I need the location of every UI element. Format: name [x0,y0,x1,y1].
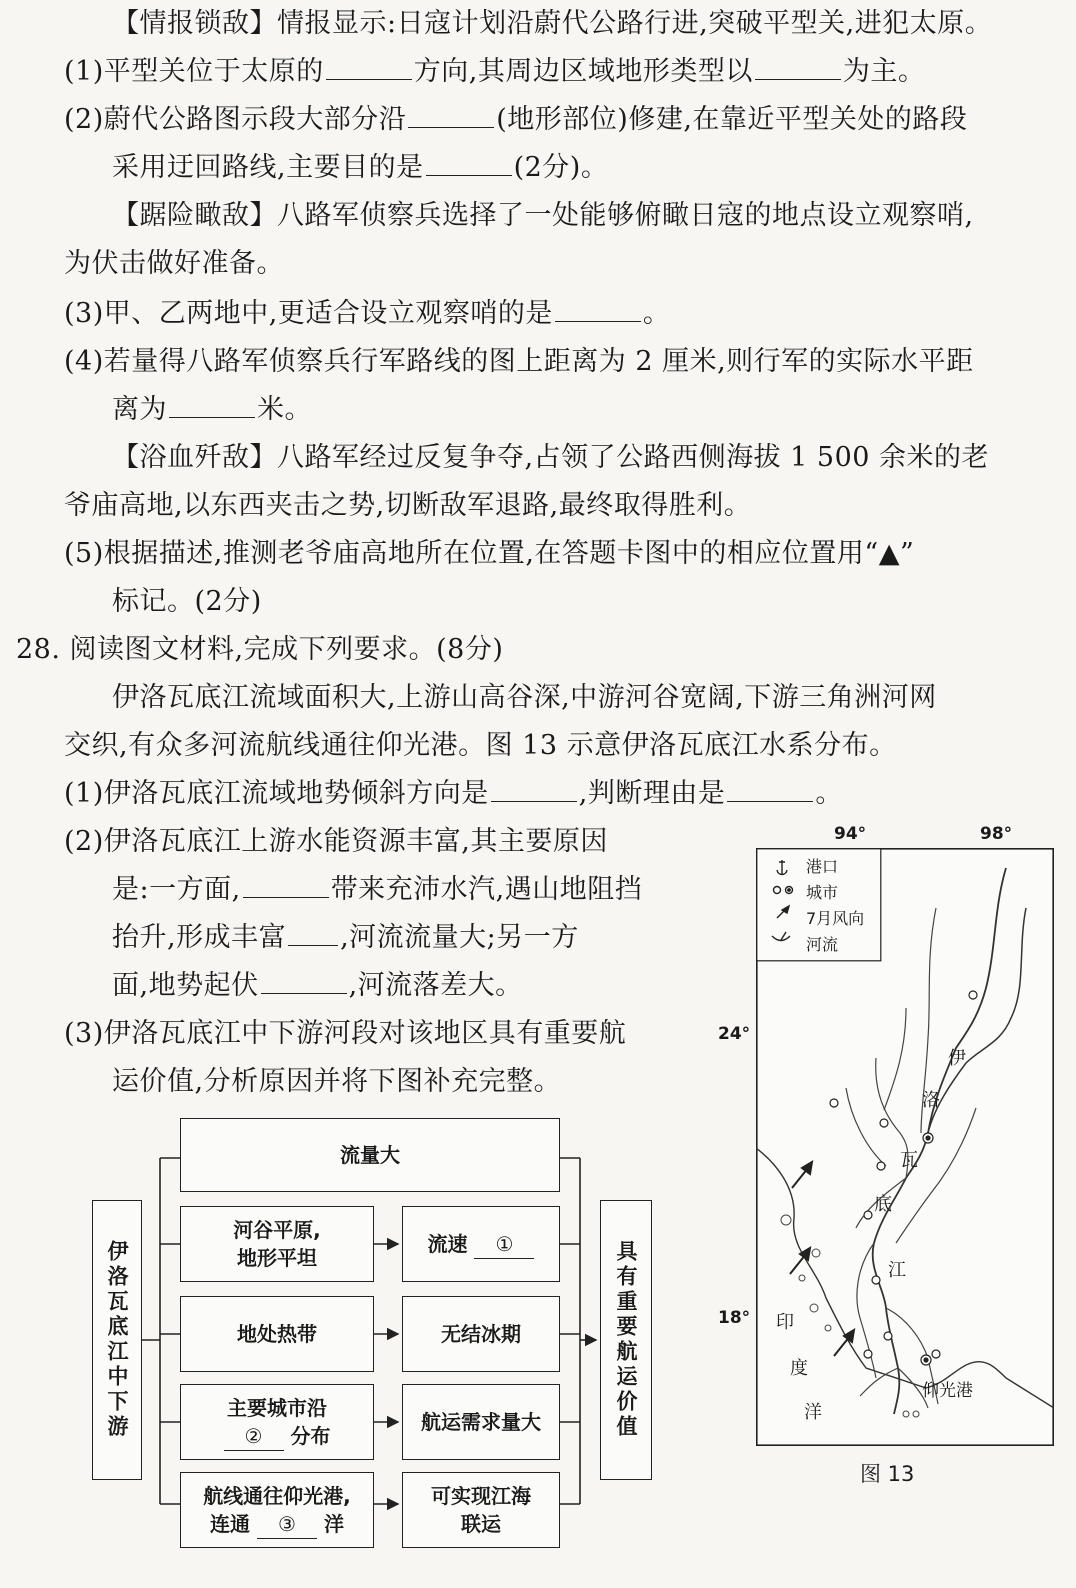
blank-3[interactable]: ③ [257,1510,317,1539]
river-char-4: 底 [874,1194,892,1215]
blank-2[interactable]: ② [224,1422,284,1451]
question-5-line2: 标记。(2分) [112,586,262,617]
lon-label-94: 94° [834,824,867,844]
flow-cause-4: 航线通往仰光港, 连通 ③ 洋 [180,1472,374,1548]
q28-part-2: (2)伊洛瓦底江上游水能资源丰富,其主要原因 [64,826,608,857]
question-2-line2: 采用迂回路线,主要目的是 (2分)。 [112,148,608,188]
flow-cause-3: 主要城市沿 ② 分布 [180,1384,374,1460]
q28-part-2-line4: 面,地势起伏 ,河流落差大。 [112,966,523,1006]
q28-part-3: (3)伊洛瓦底江中下游河段对该地区具有重要航 [64,1018,627,1049]
question-4: (4)若量得八路军侦察兵行军路线的图上距离为 2 厘米,则行军的实际水平距 [64,346,974,377]
flow-left-box: 伊洛瓦底江中下游 [92,1200,142,1480]
ocean-char-1: 印 [776,1312,794,1333]
port-label-yangon: 仰光港 [922,1381,973,1401]
question-2: (2)蔚代公路图示段大部分沿 (地形部位)修建,在靠近平型关处的路段 [64,100,967,140]
lat-label-18: 18° [718,1308,751,1328]
lat-label-24: 24° [718,1024,751,1044]
q28-intro-line2: 交织,有众多河流航线通往仰光港。图 13 示意伊洛瓦底江水系分布。 [64,730,897,761]
battle-paragraph: 【浴血歼敌】八路军经过反复争夺,占领了公路西侧海拔 1 500 余米的老 [112,442,990,473]
flow-effect-1: 流速 ① [402,1206,560,1282]
flow-effect-3: 航运需求量大 [402,1384,560,1460]
legend-wind: 7月风向 [806,909,865,928]
question-3: (3)甲、乙两地中,更适合设立观察哨的是 。 [64,294,670,334]
question-28-title: 28. 阅读图文材料,完成下列要求。(8分) [16,634,504,665]
flow-cause-1: 河谷平原, 地形平坦 [180,1206,374,1282]
river-char-5: 江 [888,1260,906,1281]
lon-label-98: 98° [980,824,1013,844]
intel-paragraph: 【情报锁敌】情报显示:日寇计划沿蔚代公路行进,突破平型关,进犯太原。 [112,8,993,39]
flow-effect-2: 无结冰期 [402,1296,560,1372]
q28-part-1: (1)伊洛瓦底江流域地势倾斜方向是 ,判断理由是 。 [64,774,843,814]
ocean-char-3: 洋 [804,1402,822,1423]
river-char-1: 伊 [948,1048,966,1069]
ocean-char-2: 度 [790,1358,808,1379]
blank-1[interactable]: ① [474,1230,534,1259]
q28-part-2-line2: 是:一方面, 带来充沛水汽,遇山地阻挡 [112,870,642,910]
river-char-2: 洛 [922,1090,940,1111]
q28-part-3-line2: 运价值,分析原因并将下图补充完整。 [112,1066,562,1097]
battle-paragraph-line2: 爷庙高地,以东西夹击之势,切断敌军退路,最终取得胜利。 [64,490,752,521]
river-char-3: 瓦 [900,1150,918,1171]
recon-paragraph: 【踞险瞰敌】八路军侦察兵选择了一处能够俯瞰日寇的地点设立观察哨, [112,200,974,231]
flow-right-box: 具有重要航运价值 [600,1200,652,1480]
legend-port: 港口 [806,857,839,876]
q28-intro-line1: 伊洛瓦底江流域面积大,上游山高谷深,中游河谷宽阔,下游三角洲河网 [112,682,937,713]
legend-city: 城市 [806,883,839,902]
flow-cause-2: 地处热带 [180,1296,374,1372]
flow-top-box: 流量大 [180,1118,560,1192]
recon-paragraph-line2: 为伏击做好准备。 [64,248,284,279]
question-1: (1)平型关位于太原的 方向,其周边区域地形类型以 为主。 [64,52,925,92]
figure-caption: 图 13 [860,1462,915,1486]
q28-part-2-line3: 抬升,形成丰富 ,河流流量大;另一方 [112,918,579,958]
question-4-line2: 离为 米。 [112,390,312,430]
legend-river: 河流 [806,935,839,954]
flow-effect-4: 可实现江海 联运 [402,1472,560,1548]
question-5: (5)根据描述,推测老爷庙高地所在位置,在答题卡图中的相应位置用“▲” [64,538,915,569]
